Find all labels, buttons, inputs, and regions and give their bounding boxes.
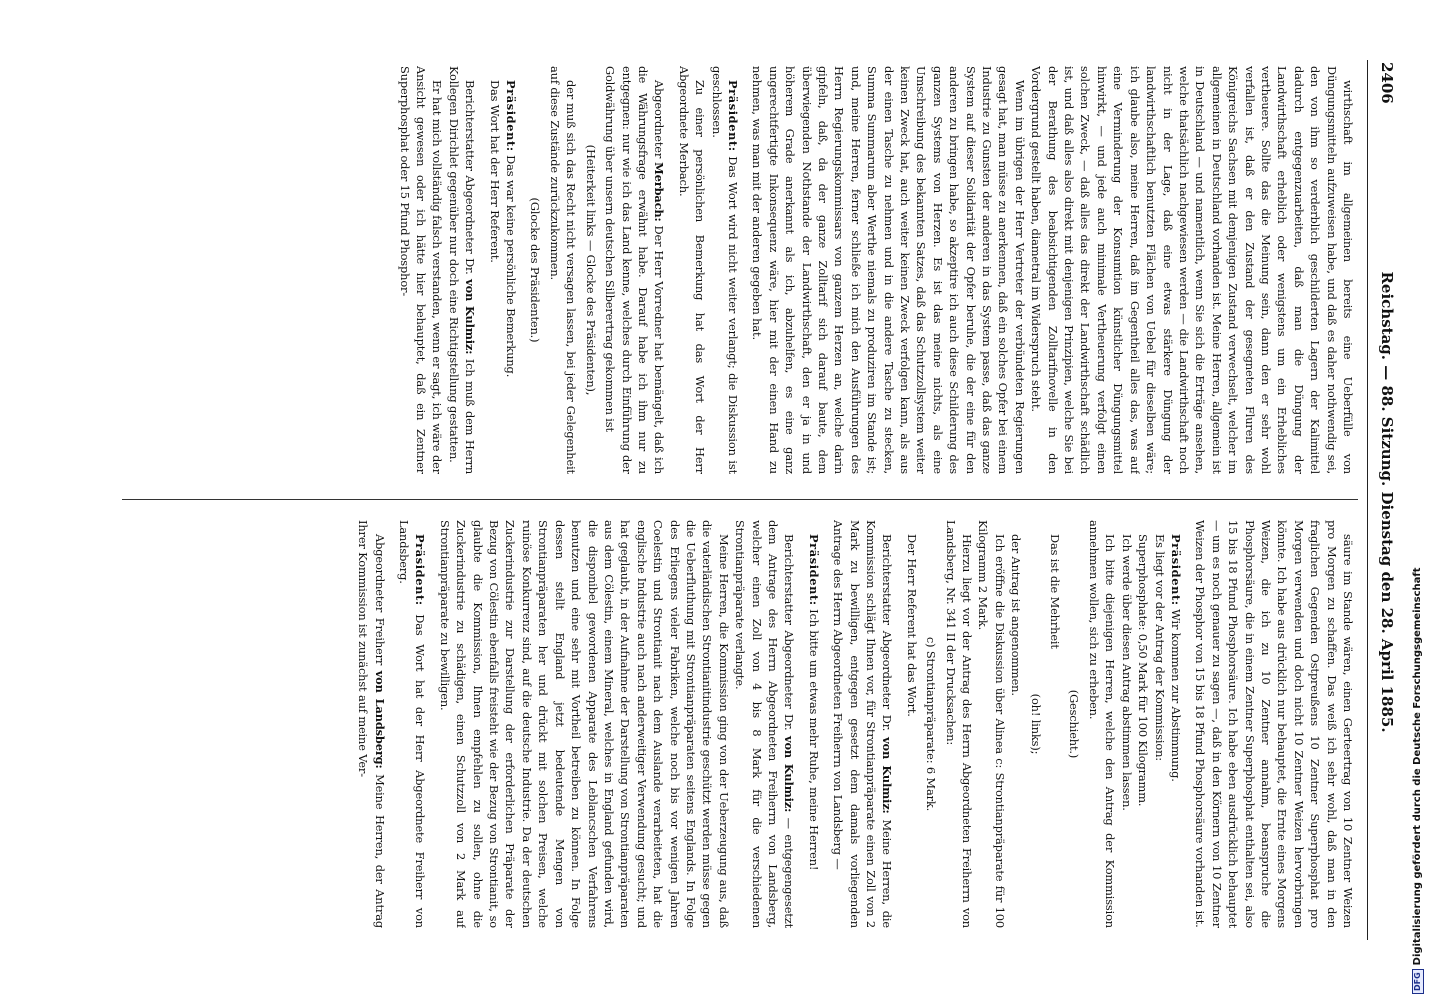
stage-direction: (oh! links); [1028,693,1043,755]
speech-text: Das Wort wird nicht weiter verlangt; die Diskussion ist geschlossen. [709,66,740,474]
paragraph [708,66,741,474]
paragraph [355,520,388,928]
paragraph: Ich werde über diesen Antrag abstimmen lassen. [1119,534,1134,811]
paragraph: Superphosphate: 0,50 Mark für 100 Kilogramm. [1136,534,1151,807]
paragraph: wirthschaft im allgemeinen bereits eine Ueberfülle von Düngungsmitteln aufzuweisen habe, und daß es daher nothwendig sei, den von ihm so verderblich geschilderten Lagern der Kalimittel dadurch entgegenzuarbeiten, daß man die Düngung der Landwirthschaft erheblich oder wenigstens um ein Erhebliches vertheuere. Sollte das die Meinung sein, dann den er sehr wohl verfallen ist, daß er den Zustand der gesegneten Fluren des Königreichs Sachsen mit demjenigen Zustand verwechselt, welcher im allgemeinen in Deutschland vorhanden ist. Meine Herren, allgemein ist in Deutschland — und namentlich, wenn Sie sich die Erträge ansehen, welche thatsächlich nachgewiesen werden — die Landwirthschaft noch nicht in der Lage, daß eine etwas stärkere Düngung der landwirthschaftlich benutzten Flächen von Uebel für dieselben wäre; ich glaube also, meine Herren, daß im Gegentheil alles das, was auf eine Verminderung der Konsumtion künstlicher Düngungsmittel hinwirkt, — und jede auch minimale Vertheuerung verfolgt einen solchen Zweck, — daß alles das direkt der Landwirthschaft schädlich ist, und daß alles also direkt mit denjenigen Prinzipien, welche Sie bei der Berathung des beabsichtigenden Zolltarifnovelle in den Vordergrund gestellt haben, diametral im Widerspruch steht. [1029,66,1355,474]
left-column [126,66,1356,474]
header-rule [1367,60,1368,940]
speaker-prefix: Berichterstatter Abgeordneter Dr. [463,80,478,280]
speaker-name: von Landsberg: [372,670,387,769]
paragraph: der Antrag ist angenommen. [1009,534,1024,696]
paragraph [396,520,429,928]
page-title: Reichstag. — 88. Sitzung. Dienstag den 28. April 1885. [1378,271,1396,733]
paragraph: Meine Herren, die Kommission ging von der Ueberzeugung aus, daß die vaterländischen Strontianitindustrie geschützt werden müsse gegen die Ueberfluthung mit Strontianpräparaten seitens Englands. In Folge des Erliegens vieler Fabriken, welche noch bis vor wenigen Jahren Coelestin und Strontianit nach dem Auslande verarbeiteten, hat die englische Industrie auch nach anderweitiger Verwendung gesucht; und hat geglaubt, in der Aufnahme der Darstellung von Strontianpräparaten aus dem Cölestin, einem Mineral, welches in England gefunden wird, die disponibel gewordenen Apparate des Leblancschen Verfahrens benutzen und eine sehr mit Vortheil betreiben zu können. In Folge dessen stellt England jetzt bedeutende Mengen von Strontianpräparaten her und drückt mit solchen Preisen, welche ruinöse Konkurrenz sind, auf die deutsche Industrie. Da der deutschen Zuckerindustrie zur Darstellung der erforderlichen Präparate der Bezug von Cölestin ebenfalls freisteht wie der Bezug von Strontianit, so glaubte die Kommission, Ihnen empfehlen zu sollen, ohne die Zuckerindustrie zu schädigen, einen Schutzzoll von 2 Mark auf Strontianpräparate zu bewilligen. [437,520,731,928]
stage-direction: (Glocke des Präsidenten.) [528,197,543,343]
speech-text: Das Wort hat der Herr Abgeordnete Freiherr von Landsberg. [397,520,428,928]
paragraph: Hierzu liegt vor der Antrag des Herrn Abgeordneten Freiherrn von Landsberg, Nr. 341 II der Drucksachen: [943,520,975,928]
paragraph: Ich eröffne die Diskussion über Alinea c: Strontianpräparate für 100 Kilogramm 2 Mark. [976,520,1007,928]
speaker-label: Präsident: [504,80,519,152]
speaker-name: von Kulmiz: [880,737,895,814]
paragraph: Der Herr Referent hat das Wort. [904,534,919,717]
page-number: 2406 [1378,62,1396,104]
paragraph: Zu einer persönlichen Bemerkung hat das Wort der Herr Abgeordnete Merbach. [676,66,708,474]
paragraph: Wenn im übrigen der Herr Vertreter der verbündeten Regierungen gesagt hat, man müsse zu anerkennen, daß ein solches Opfer bei einem Industrie zu Gunsten der anderen in das System passe, daß das ganze System auf dieser Solidarität der Opfer beruhe, die der eine für den anderen zu bringen habe, so akzeptire ich auch diese Schilderung des ganzen Systems von Herzen. Es ist das meine nichts, als eine Umschreibung des bekannten Satzes, daß das Schutzzollsystem weiter keinen Zweck hat, auch weiter keinen Zweck verfolgen kann, als aus der einen Tasche zu nehmen und in die andere Tasche zu stecken, Summa Summarum aber Werthe niemals zu produziren im Stande ist; und, meine Herren, ferner schließe ich mich den Ausführungen des Herrn Regierungskommissars von ganzem Herzen an, welche darin gipfeln, daß, da der ganze Zolltarif sich darauf baute, dem überwiegenden Nothstande der Landwirthschaft, den er ja in und höherem Grade anerkannt als ich, abzuhelfen, es eine ganz ungerechtfertigte Inkonsequenz wäre, hier mit der einen Hand zu nehmen, was man mit der anderen gegeben hat. [750,66,1027,474]
paragraph: Das Wort hat der Herr Referent. [487,80,502,263]
stage-direction: (Heiterkeit links — Glocke des Präsidenten), [583,144,598,396]
speech-text: Meine Herren, die Kommission schlägt Ihnen vor, für Strontianpräparate einen Zoll von 2 Mark zu bewilligen, entgegen gesetzt dem damals vorliegenden Antrage des Herrn Abgeordneten Freiherrn von Landsberg — [831,520,895,928]
speaker-prefix: Abgeordneter Freiherr [372,534,387,671]
speaker-label: Präsident: [1168,534,1183,606]
motion-text: c) Strontianpräparate: 6 Mark. [924,636,939,812]
stage-direction: (Geschieht.) [1067,689,1082,759]
speech-text: Ich muß dem Herrn Kollegen Dirichlet gegenüber nur doch eine Richtigstellung gestatten. [446,66,478,474]
paragraph: der muß sich das Recht nicht versagen lassen, bei jeder Gelegenheit auf diese Zustände zurückzukommen. [547,66,579,474]
paragraph [830,520,896,928]
paragraph [805,520,821,928]
speech-text: Meine Herren, der Antrag Ihrer Kommission ist zunächst auf meine Ver- [356,520,387,928]
speaker-name: von Kulmiz: [463,279,478,355]
paragraph: Ich bitte diejenigen Herren, welche den Antrag der Kommission annehmen wollen, sich zu erheben. [1086,520,1118,928]
dfg-logo-icon: DFG [1412,969,1424,994]
paragraph: säure im Stande wären, einen Gerteertrag von 10 Zentner Weizen pro Morgen zu schaffen. Das weiß ich sehr wohl, daß man in den fraglichen Gegenden Ostpreußens 10 Zentner Superphosphat pro Morgen verwenden und doch nicht 10 Zentner Weizen hervorbringen könnte. Ich habe aus drücklich nur behauptet, die Ernte eines Morgens Weizen, die ich zu 10 Zentner annahm, beanspruche die Phosphorsäure, die in einem Zentner Superphosphat enthalten sei, also 15 bis 18 Pfund Phosphorsäure. Ich habe eben ausdrücklich behauptet — um es noch genauer zu sagen —, daß in den Körnern von 10 Zentner Weizen der Phosphor von 15 bis 18 Pfund Phosphorsäure vorhanden ist. [1193,520,1355,928]
speaker-label: Präsident: [725,80,740,152]
speech-text: Ich bitte um etwas mehr Ruhe, meine Herren! [806,605,821,871]
speech-text: — entgegengesetzt dem Antrage des Herrn Abgeordneten Freiherrn von Landsberg, welcher einen Zoll von 4 bis 8 Mark für die verschiedenen Strontianpräparate verlangte. [733,520,797,928]
speaker-name: Merbach: [652,162,667,222]
speaker-label: Präsident: [413,534,428,606]
paragraph [602,66,668,474]
column-divider [122,499,1358,500]
speech-text: Der Herr Vorredner hat bemängelt, daß ich die Währungsfrage erwähnt habe. Darauf habe ich ihm nur zu entgegnen: nur wie ich das Land kenne, welches durch Einführung der Goldwährung über unsern deutschen Silberertrag gekommen ist [603,66,667,474]
right-column [126,520,1356,928]
paragraph [445,66,478,474]
paragraph [503,66,519,474]
paragraph: Das ist die Mehrheit [1048,534,1063,649]
speech-text: Das war keine persönliche Bemerkung. [504,151,519,378]
speaker-name: von Kulmiz: [782,736,797,813]
funding-note: Digitalisierung gefördert durch die Deutsche Forschungsgemeinschaft [1412,567,1423,966]
speaker-prefix: Berichterstatter Abgeordneter Dr. [880,534,895,738]
speech-text: Wir kommen zur Abstimmung. [1168,605,1183,782]
paragraph: Es liegt vor der Antrag der Kommission: [1152,534,1167,761]
paragraph: Er hat mich vollständig falsch verstanden, wenn er sagt, ich wäre der Ansicht gewesen oder ich hätte hier behauptet, daß ein Zentner Superphosphat oder 15 Pfund Phosphor- [397,66,445,474]
paragraph [1168,520,1184,928]
speaker-label: Präsident: [806,534,821,606]
speaker-prefix: Abgeordneter [652,80,667,163]
speaker-prefix: Berichterstatter Abgeordneter Dr. [782,534,797,737]
page-header [1374,62,1396,942]
funding-footer [1412,567,1423,995]
paragraph [732,520,798,928]
